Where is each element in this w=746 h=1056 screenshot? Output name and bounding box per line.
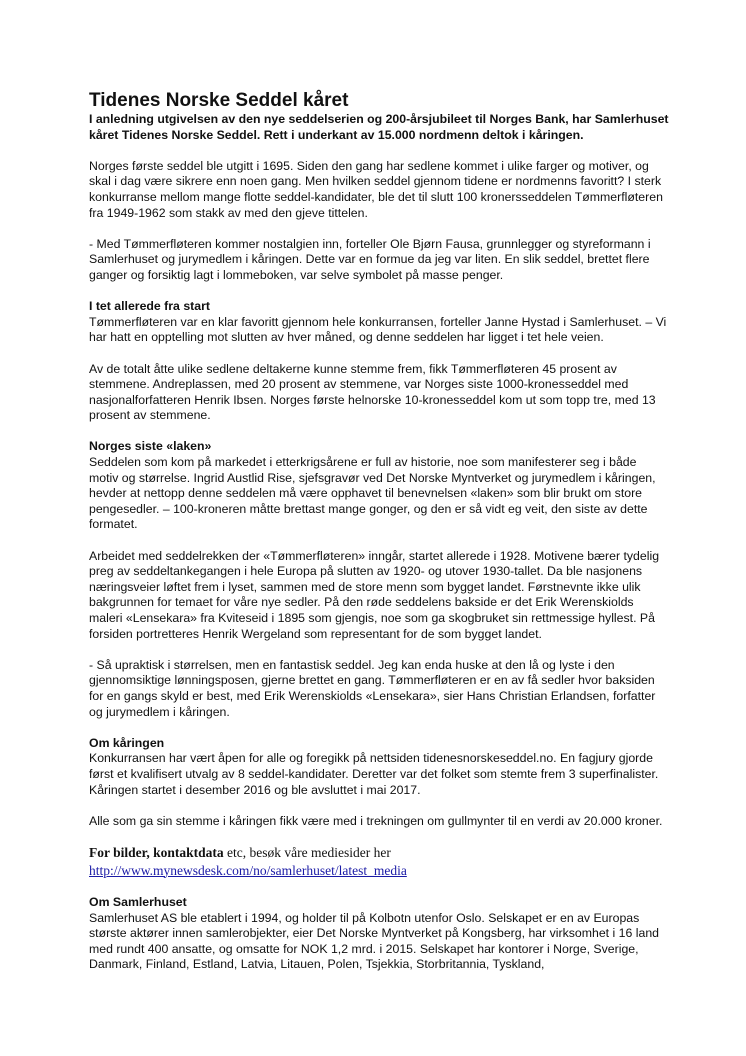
subheading-om-karingen: Om kåringen <box>89 735 165 750</box>
press-release <box>89 90 669 989</box>
paragraph-quote-fausa: - Med Tømmerfløteren kommer nostalgien inn, forteller Ole Bjørn Fausa, grunnlegger og styreformann i Samlerhuset og jurymedlem i kåringen. Dette var en formue da jeg var liten. En slik seddel, brettet flere ganger og forsiktig lagt i lommeboken, var selve symbolet på masse penger. <box>89 236 651 282</box>
paragraph-prize: Alle som ga sin stemme i kåringen fikk være med i trekningen om gullmynter til en verdi av 20.000 kroner. <box>89 813 663 828</box>
paragraph-hystad: Tømmerfløteren var en klar favoritt gjennom hele konkurransen, forteller Janne Hystad i Samlerhuset. – Vi har hatt en opptelling mot slutten av hver måned, og denne seddelen har ligget i tet hele veien. <box>89 314 667 345</box>
article-title: Tidenes Norske Seddel kåret <box>89 90 349 111</box>
paragraph-erlandsen: - Så upraktisk i størrelsen, men en fantastisk seddel. Jeg kan enda huske at den lå og lyste i den gjennomsiktige lønningsposen, gjerne brettet en gang. Tømmerfløteren er en av få sedler hvor baksiden for en gangs skyld er best, med Erik Werenskiolds «Lensekara», sier Hans Christian Erlandsen, forfatter og jurymedlem i kåringen. <box>89 657 656 719</box>
paragraph-competition: Konkurransen har vært åpen for alle og foregikk på nettsiden tidenesnorskeseddel.no. En fagjury gjorde først et kvalifisert utvalg av 8 seddel-kandidater. Deretter var det folket som stemte frem 3 superfinalister. Kåringen startet i desember 2016 og ble avsluttet i mai 2017. <box>89 751 659 797</box>
paragraph-history: Arbeidet med seddelrekken der «Tømmerfløteren» inngår, startet allerede i 1928. Motivene bærer tydelig preg av seddeltankegangen i hele Europa på slutten av 1920- og utover 1930-tallet. Da ble nasjonens næringsveier løftet frem i lyset, sammen med de store menn som bygget landet. Førstnevnte ikke ulik bakgrunnen for temaet for våre nye sedler. På den røde seddelens bakside er det Erik Werenskiolds maleri «Lensekara» fra Kviteseid i 1895 som gjengis, noe som ga skogbruket sin rettmessige hyllest. På forsiden portretteres Henrik Wergeland som representant for de som bygget landet. <box>89 548 660 641</box>
contact-line <box>89 845 669 862</box>
subheading-laken: Norges siste «laken» <box>89 439 212 454</box>
subheading-samlerhuset: Om Samlerhuset <box>89 895 187 910</box>
contact-bold: For bilder, kontaktdata <box>89 844 224 860</box>
paragraph-results: Av de totalt åtte ulike sedlene deltakerne kunne stemme frem, fikk Tømmerfløteren 45 prosent av stemmene. Andreplassen, med 20 prosent av stemmene, var Norges siste 1000-kronesseddel med nasjonalforfatteren Henrik Ibsen. Norges første helnorske 10-kronesseddel kom ut som topp tre, med 13 prosent av stemmene. <box>89 361 656 423</box>
spacer <box>89 143 669 159</box>
paragraph-about: Samlerhuset AS ble etablert i 1994, og holder til på Kolbotn utenfor Oslo. Selskapet er en av Europas største aktører innen samlerobjekter, eier Det Norske Myntverket på Kongsberg, har virksomhet i 16 land med rundt 400 ansatte, og omsatte for NOK 1,2 mrd. i 2015. Selskapet har kontorer i Norge, Sverige, Danmark, Finland, Estland, Latvia, Litauen, Polen, Tsjekkia, Storbritannia, Tyskland, <box>89 910 659 972</box>
paragraph-intro: Norges første seddel ble utgitt i 1695. Siden den gang har sedlene kommet i ulike farger og motiver, og skal i dag være sikrere enn noen gang. Men hvilken seddel gjennom tidene er nordmenns favoritt? I sterk konkurranse mellom mange flotte seddel-kandidater, ble det til slutt 100 kronersseddelen Tømmerfløteren fra 1949-1962 som stakk av med den gjeve tittelen. <box>89 158 663 220</box>
subheading-start: I tet allerede fra start <box>89 299 210 314</box>
paragraph-rise: Seddelen som kom på markedet i etterkrigsårene er full av historie, noe som manifesterer seg i både motiv og størrelse. Ingrid Austlid Rise, sjefsgravør ved Det Norske Myntverket og jurymedlem i kåringen, hevder at nettopp denne seddelen må være opphavet til benevnelsen «laken» som blir brukt om store pengesedler. – 100-kroneren måtte brettast mange gonger, og den er så vidt eg veit, den siste av dette formatet. <box>89 455 656 532</box>
contact-text: etc, besøk våre mediesider her <box>223 844 391 860</box>
media-link[interactable]: http://www.mynewsdesk.com/no/samlerhuset/latest_media <box>89 862 407 878</box>
lead-paragraph: I anledning utgivelsen av den nye seddelserien og 200-årsjubileet til Norges Bank, har Samlerhuset kåret Tidenes Norske Seddel. Rett i underkant av 15.000 nordmenn deltok i kåringen. <box>89 112 669 142</box>
